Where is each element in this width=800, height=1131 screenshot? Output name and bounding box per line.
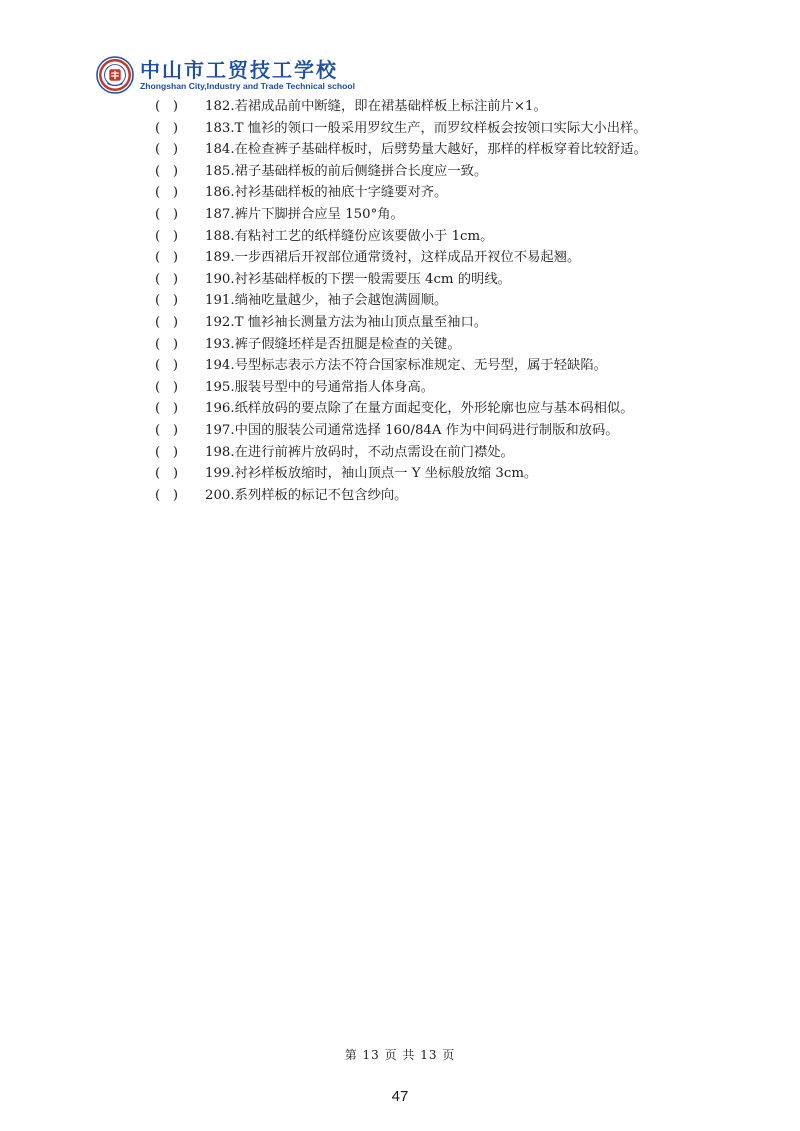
question-text: 198.在进行前裤片放码时，不动点需设在前门襟处。 bbox=[205, 444, 514, 460]
question-187 bbox=[155, 204, 715, 226]
question-text: 199.衬衫样板放缩时，袖山顶点一 Y 坐标般放缩 3cm。 bbox=[205, 466, 538, 482]
question-188 bbox=[155, 226, 715, 248]
question-198 bbox=[155, 442, 715, 464]
answer-bracket: ( ) bbox=[155, 444, 179, 460]
answer-bracket: ( ) bbox=[155, 314, 179, 330]
question-190 bbox=[155, 269, 715, 291]
question-text: 184.在检查裤子基础样板时，后劈势量大越好，那样的样板穿着比较舒适。 bbox=[205, 142, 647, 158]
question-text: 194.号型标志表示方法不符合国家标准规定、无号型，属于轻缺陷。 bbox=[205, 358, 607, 374]
school-name-cn: 中山市工贸技工学校 bbox=[140, 57, 338, 82]
question-text: 183.T 恤衫的领口一般采用罗纹生产，而罗纹样板会按领口实际大小出样。 bbox=[205, 120, 647, 136]
question-text: 187.裤片下脚拼合应呈 150°角。 bbox=[205, 206, 404, 222]
answer-bracket: ( ) bbox=[155, 142, 179, 158]
question-185 bbox=[155, 161, 715, 183]
question-list bbox=[155, 96, 715, 506]
question-text: 191.绱袖吃量越少，袖子会越饱满圆顺。 bbox=[205, 293, 448, 309]
question-183 bbox=[155, 118, 715, 140]
answer-bracket: ( ) bbox=[155, 120, 179, 136]
answer-bracket: ( ) bbox=[155, 250, 179, 266]
question-text: 192.T 恤衫袖长测量方法为袖山顶点量至袖口。 bbox=[205, 314, 488, 330]
page-number: 47 bbox=[391, 1088, 409, 1105]
question-text: 197.中国的服装公司通常选择 160/84A 作为中间码进行制版和放码。 bbox=[205, 422, 619, 438]
question-199 bbox=[155, 463, 715, 485]
answer-bracket: ( ) bbox=[155, 271, 179, 287]
question-text: 190.衬衫基础样板的下摆一般需要压 4cm 的明线。 bbox=[205, 271, 511, 287]
question-text: 188.有粘衬工艺的纸样缝份应该要做小于 1cm。 bbox=[205, 228, 494, 244]
question-191 bbox=[155, 290, 715, 312]
question-182 bbox=[155, 96, 715, 118]
question-text: 186.衬衫基础样板的袖底十字缝要对齐。 bbox=[205, 185, 448, 201]
answer-bracket: ( ) bbox=[155, 358, 179, 374]
question-184 bbox=[155, 139, 715, 161]
answer-bracket: ( ) bbox=[155, 163, 179, 179]
question-text: 189.一步西裙后开衩部位通常烫衬，这样成品开衩位不易起翘。 bbox=[205, 250, 581, 266]
school-seal-icon bbox=[96, 56, 134, 94]
answer-bracket: ( ) bbox=[155, 379, 179, 395]
question-189 bbox=[155, 247, 715, 269]
question-196 bbox=[155, 398, 715, 420]
page-indicator: 第 13 页 共 13 页 bbox=[344, 1048, 456, 1062]
question-195 bbox=[155, 377, 715, 399]
answer-bracket: ( ) bbox=[155, 99, 179, 114]
question-197 bbox=[155, 420, 715, 442]
answer-bracket: ( ) bbox=[155, 336, 179, 352]
answer-bracket: ( ) bbox=[155, 293, 179, 309]
answer-bracket: ( ) bbox=[155, 185, 179, 201]
answer-bracket: ( ) bbox=[155, 228, 179, 244]
answer-bracket: ( ) bbox=[155, 422, 179, 438]
question-text: 185.裙子基础样板的前后侧缝拼合长度应一致。 bbox=[205, 163, 488, 179]
school-header bbox=[96, 54, 355, 96]
question-text: 182.若裙成品前中断缝，即在裙基础样板上标注前片×1。 bbox=[205, 99, 547, 114]
question-text: 195.服装号型中的号通常指人体身高。 bbox=[205, 379, 435, 395]
answer-bracket: ( ) bbox=[155, 401, 179, 417]
question-200 bbox=[155, 485, 715, 507]
question-194 bbox=[155, 355, 715, 377]
answer-bracket: ( ) bbox=[155, 206, 179, 222]
school-name-block bbox=[140, 59, 355, 92]
question-text: 193.裤子假缝坯样是否扭腿是检查的关键。 bbox=[205, 336, 461, 352]
question-186 bbox=[155, 182, 715, 204]
question-193 bbox=[155, 334, 715, 356]
question-text: 196.纸样放码的要点除了在量方面起变化，外形轮廓也应与基本码相似。 bbox=[205, 401, 634, 417]
school-name-en: Zhongshan City,Industry and Trade Technical school bbox=[140, 80, 356, 91]
question-192 bbox=[155, 312, 715, 334]
answer-bracket: ( ) bbox=[155, 466, 179, 482]
answer-bracket: ( ) bbox=[155, 487, 179, 503]
question-text: 200.系列样板的标记不包含纱向。 bbox=[205, 487, 408, 503]
